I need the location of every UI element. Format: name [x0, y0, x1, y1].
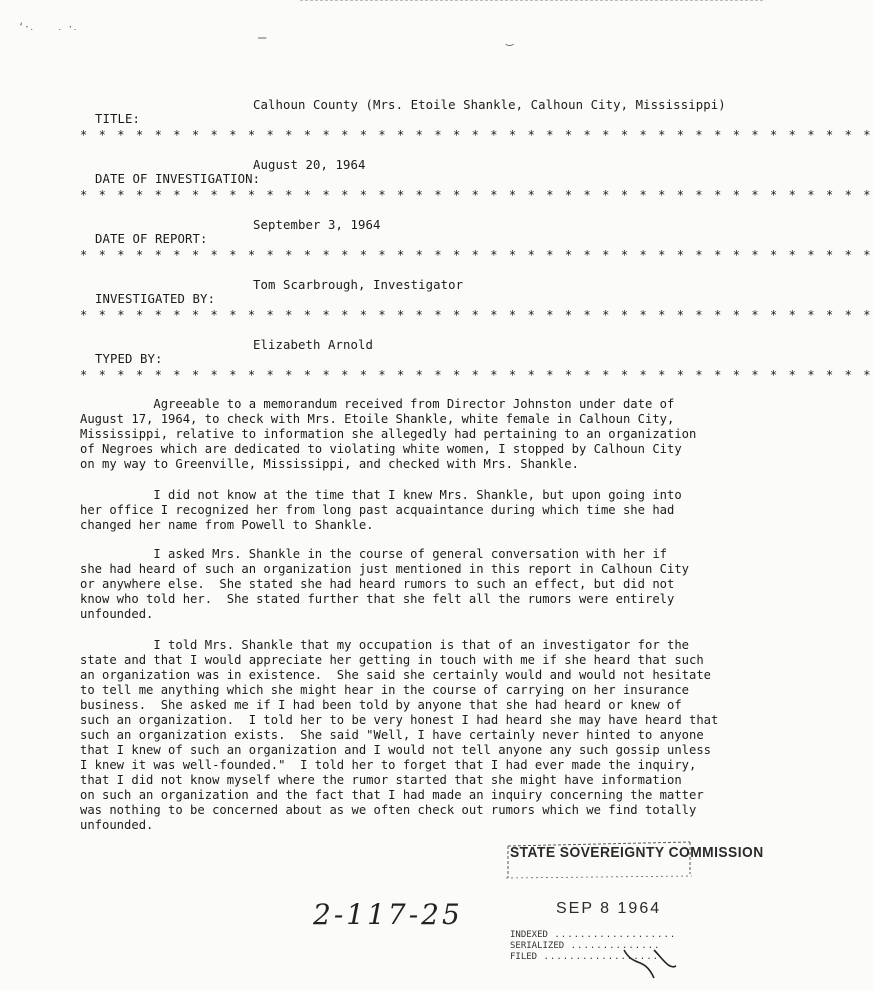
- text-line: business. She asked me if I had been told by anyone that she had heard or knew of: [80, 698, 682, 712]
- separator: * * * * * * * * * * * * * * * * * * * * * * * * * * * * * * * * * * * * * * * * * * *: [80, 248, 873, 262]
- text-line: I told Mrs. Shankle that my occupation is that of an investigator for the: [80, 638, 690, 652]
- stamp-filed: FILED ..................: [510, 952, 660, 962]
- date-of-investigation-label: DATE OF INVESTIGATION:: [95, 172, 261, 186]
- investigated-by-label: INVESTIGATED BY:: [95, 292, 216, 306]
- stamp-title: STATE SOVEREIGNTY COMMISSION: [510, 844, 764, 861]
- separator: * * * * * * * * * * * * * * * * * * * * * * * * * * * * * * * * * * * * * * * * * * *: [80, 368, 873, 382]
- separator: * * * * * * * * * * * * * * * * * * * * * * * * * * * * * * * * * * * * * * * * * * *: [80, 188, 873, 202]
- paragraph-4: [80, 638, 735, 833]
- text-line: unfounded.: [80, 818, 154, 832]
- text-line: that I did not know myself where the rumor started that she might have information: [80, 773, 682, 787]
- date-of-report-label: DATE OF REPORT:: [95, 232, 208, 246]
- received-stamp: [504, 838, 764, 986]
- handwritten-file-number: 2-117-25: [313, 898, 463, 931]
- text-line: know who told her. She stated further that she felt all the rumors were entirely: [80, 592, 675, 606]
- text-line: on my way to Greenville, Mississippi, and checked with Mrs. Shankle.: [80, 457, 579, 471]
- date-of-report-value: September 3, 1964: [253, 218, 381, 232]
- top-edge-line: [300, 0, 763, 4]
- investigated-by-value: Tom Scarbrough, Investigator: [253, 278, 464, 292]
- title-label: TITLE:: [95, 112, 141, 126]
- separator: * * * * * * * * * * * * * * * * * * * * * * * * * * * * * * * * * * * * * * * * * * *: [80, 128, 873, 142]
- date-of-investigation-value: August 20, 1964: [253, 158, 366, 172]
- stamp-date: SEP 8 1964: [556, 900, 662, 917]
- text-line: she had heard of such an organization just mentioned in this report in Calhoun City: [80, 562, 690, 576]
- text-line: I knew it was well-founded." I told her to forget that I had ever made the inquiry,: [80, 758, 697, 772]
- text-line: that I knew of such an organization and I would not tell anyone any such gossip unless: [80, 743, 712, 757]
- paragraph-2: [80, 488, 735, 533]
- stamp-indexed: INDEXED ...................: [510, 930, 677, 940]
- margin-speck: ‘·․: [18, 22, 34, 33]
- text-line: or anywhere else. She stated she had heard rumors to such an effect, but did not: [80, 577, 675, 591]
- paragraph-3: [80, 547, 735, 622]
- text-line: Agreeable to a memorandum received from Director Johnston under date of: [80, 397, 675, 411]
- text-line: on such an organization and the fact that I had made an inquiry concerning the matter: [80, 788, 704, 802]
- text-line: such an organization exists. She said "Well, I have certainly never hinted to anyone: [80, 728, 704, 742]
- margin-speck: ‿: [506, 32, 514, 46]
- title-value: Calhoun County (Mrs. Etoile Shankle, Calhoun City, Mississippi): [253, 98, 726, 112]
- text-line: unfounded.: [80, 607, 154, 621]
- paragraph-1: [80, 397, 735, 472]
- margin-speck: ․ ·․: [58, 22, 77, 33]
- separator: * * * * * * * * * * * * * * * * * * * * * * * * * * * * * * * * * * * * * * * * * * *: [80, 308, 873, 322]
- text-line: was nothing to be concerned about as we often check out rumors which we find totally: [80, 803, 697, 817]
- stamp-serialized: SERIALIZED ..............: [510, 941, 661, 951]
- text-line: such an organization. I told her to be very honest I had heard she may have heard that: [80, 713, 719, 727]
- text-line: changed her name from Powell to Shankle.: [80, 518, 374, 532]
- typed-by-label: TYPED BY:: [95, 352, 163, 366]
- text-line: an organization was in existence. She said she certainly would and would not hesitate: [80, 668, 712, 682]
- text-line: I did not know at the time that I knew Mrs. Shankle, but upon going into: [80, 488, 682, 502]
- text-line: to tell me anything which she might hear in the course of carrying on her insurance: [80, 683, 690, 697]
- text-line: August 17, 1964, to check with Mrs. Etoile Shankle, white female in Calhoun City,: [80, 412, 675, 426]
- text-line: I asked Mrs. Shankle in the course of general conversation with her if: [80, 547, 667, 561]
- text-line: Mississippi, relative to information she allegedly had pertaining to an organization: [80, 427, 697, 441]
- text-line: her office I recognized her from long past acquaintance during which time she had: [80, 503, 675, 517]
- typed-by-value: Elizabeth Arnold: [253, 338, 374, 352]
- text-line: of Negroes which are dedicated to violating white women, I stopped by Calhoun City: [80, 442, 682, 456]
- margin-speck: —: [258, 30, 267, 46]
- text-line: state and that I would appreciate her getting in touch with me if she heard that such: [80, 653, 704, 667]
